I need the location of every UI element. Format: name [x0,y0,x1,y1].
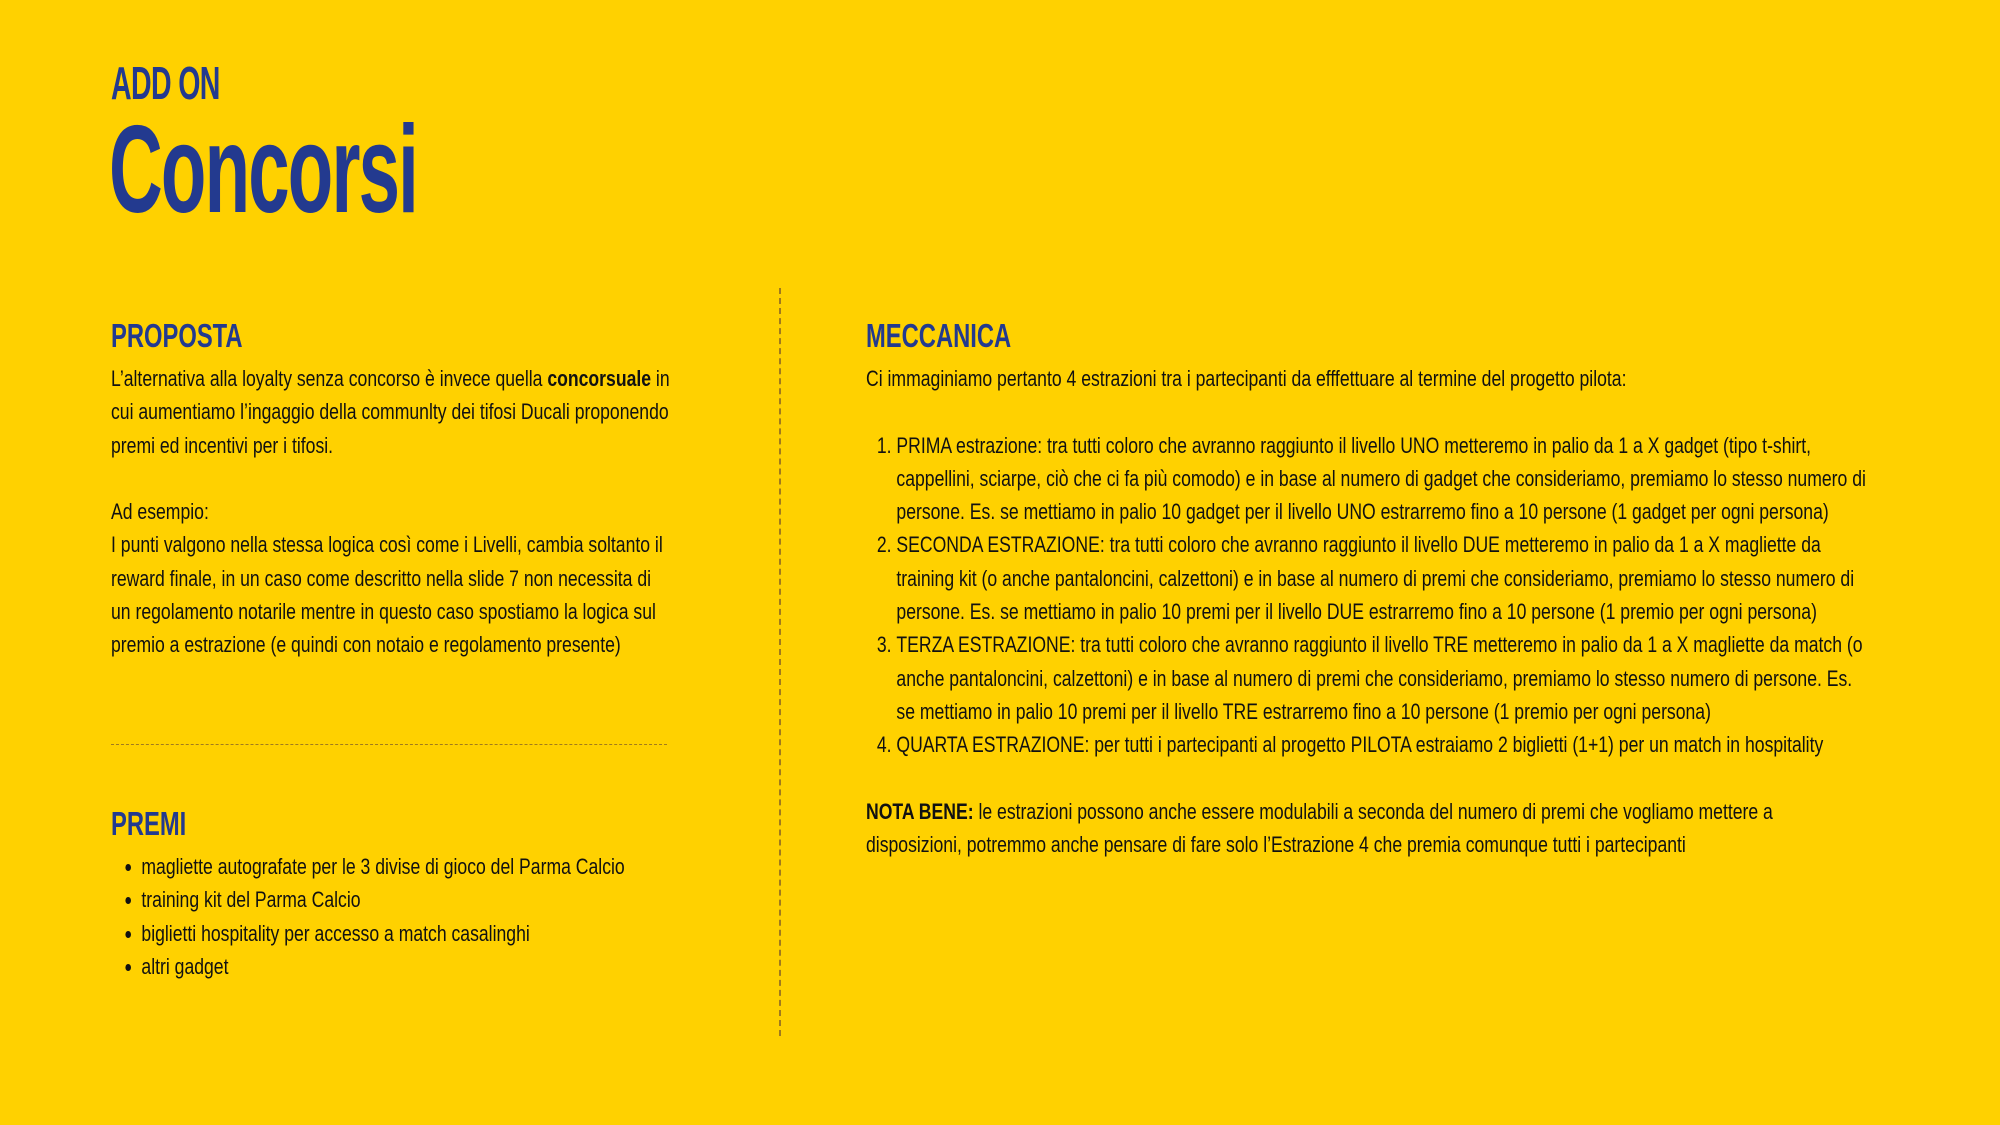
estrazione-item: 2. SECONDA ESTRAZIONE: tra tutti coloro che avranno raggiunto il livello DUE metteremo in palio da 1 a X magliette da training kit (o anche pantaloncini, calzettoni) e in base al numero di premi che consideriamo, premiamo lo stesso numero di persone. Es. se mettiamo in palio 10 premi per il livello DUE estrarremo fino a 10 persone (1 premio per ogni persona) [896,528,1866,628]
meccanica-intro: Ci immaginiamo pertanto 4 estrazioni tra i partecipanti da efffettuare al termine del progetto pilota: [866,366,1627,391]
proposta-heading: PROPOSTA [111,317,243,354]
meccanica-heading: MECCANICA [866,317,1012,354]
proposta-paragraph [111,362,671,462]
proposta-text-bold: concorsuale [547,366,652,391]
column-divider [779,288,781,1036]
example-text: I punti valgono nella stessa logica così come i Livelli, cambia soltanto il reward finale, in un caso come descritto nella slide 7 non necessita di un regolamento notarile mentre in questo caso spostiamo la logica sul premio a estrazione (e quindi con notaio e regolamento presente) [111,532,663,658]
estrazione-item: 3. TERZA ESTRAZIONE: tra tutti coloro che avranno raggiunto il livello TRE metteremo in palio da 1 a X magliette da match (o anche pantaloncini, calzettoni) e in base al numero di premi che consideriamo, premiamo lo stesso numero di persone. Es. se mettiamo in palio 10 premi per il livello TRE estrarremo fino a 10 persone (1 premio per ogni persona) [896,628,1866,728]
premi-item: • altri gadget [141,950,671,983]
premi-item: • training kit del Parma Calcio [141,883,671,916]
estrazioni-list [866,429,1866,762]
nota-bene-text: le estrazioni possono anche essere modulabili a seconda del numero di premi che vogliamo mettere a disposizioni, potremmo anche pensare di fare solo l’Estrazione 4 che premia comunque tutti i partecipanti [866,798,1773,858]
example-label: Ad esempio: [111,499,209,525]
premi-item: • biglietti hospitality per accesso a match casalinghi [141,917,671,950]
section-divider [111,744,667,745]
premi-item: • magliette autografate per le 3 divise di gioco del Parma Calcio [141,850,671,883]
premi-body [111,850,671,983]
meccanica-body [866,362,1866,861]
proposta-body [111,362,671,662]
page-title: Concorsi [109,101,418,239]
estrazione-item: 1. PRIMA estrazione: tra tutti coloro che avranno raggiunto il livello UNO metteremo in palio da 1 a X gadget (tipo t-shirt, cappellini, sciarpe, ciò che ci fa più comodo) e in base al numero di gadget che consideriamo, premiamo lo stesso numero di persone. Es. se mettiamo in palio 10 gadget per il livello UNO estrarremo fino a 10 persone (1 gadget per ogni persona) [896,429,1866,529]
proposta-text-post: in cui aumentiamo l’ingaggio della communlty dei tifosi Ducali proponendo premi ed incentivi per i tifosi. [111,366,670,458]
premi-list [111,850,671,983]
eyebrow-label: ADD ON [111,57,220,109]
proposta-text-pre: L’alternativa alla loyalty senza concorso è invece quella [111,366,548,391]
nota-bene-label: NOTA BENE: [866,798,974,824]
nota-bene [866,795,1866,862]
premi-heading: PREMI [111,805,187,842]
estrazione-item: 4. QUARTA ESTRAZIONE: per tutti i partecipanti al progetto PILOTA estraiamo 2 biglietti (1+1) per un match in hospitality [896,728,1866,761]
